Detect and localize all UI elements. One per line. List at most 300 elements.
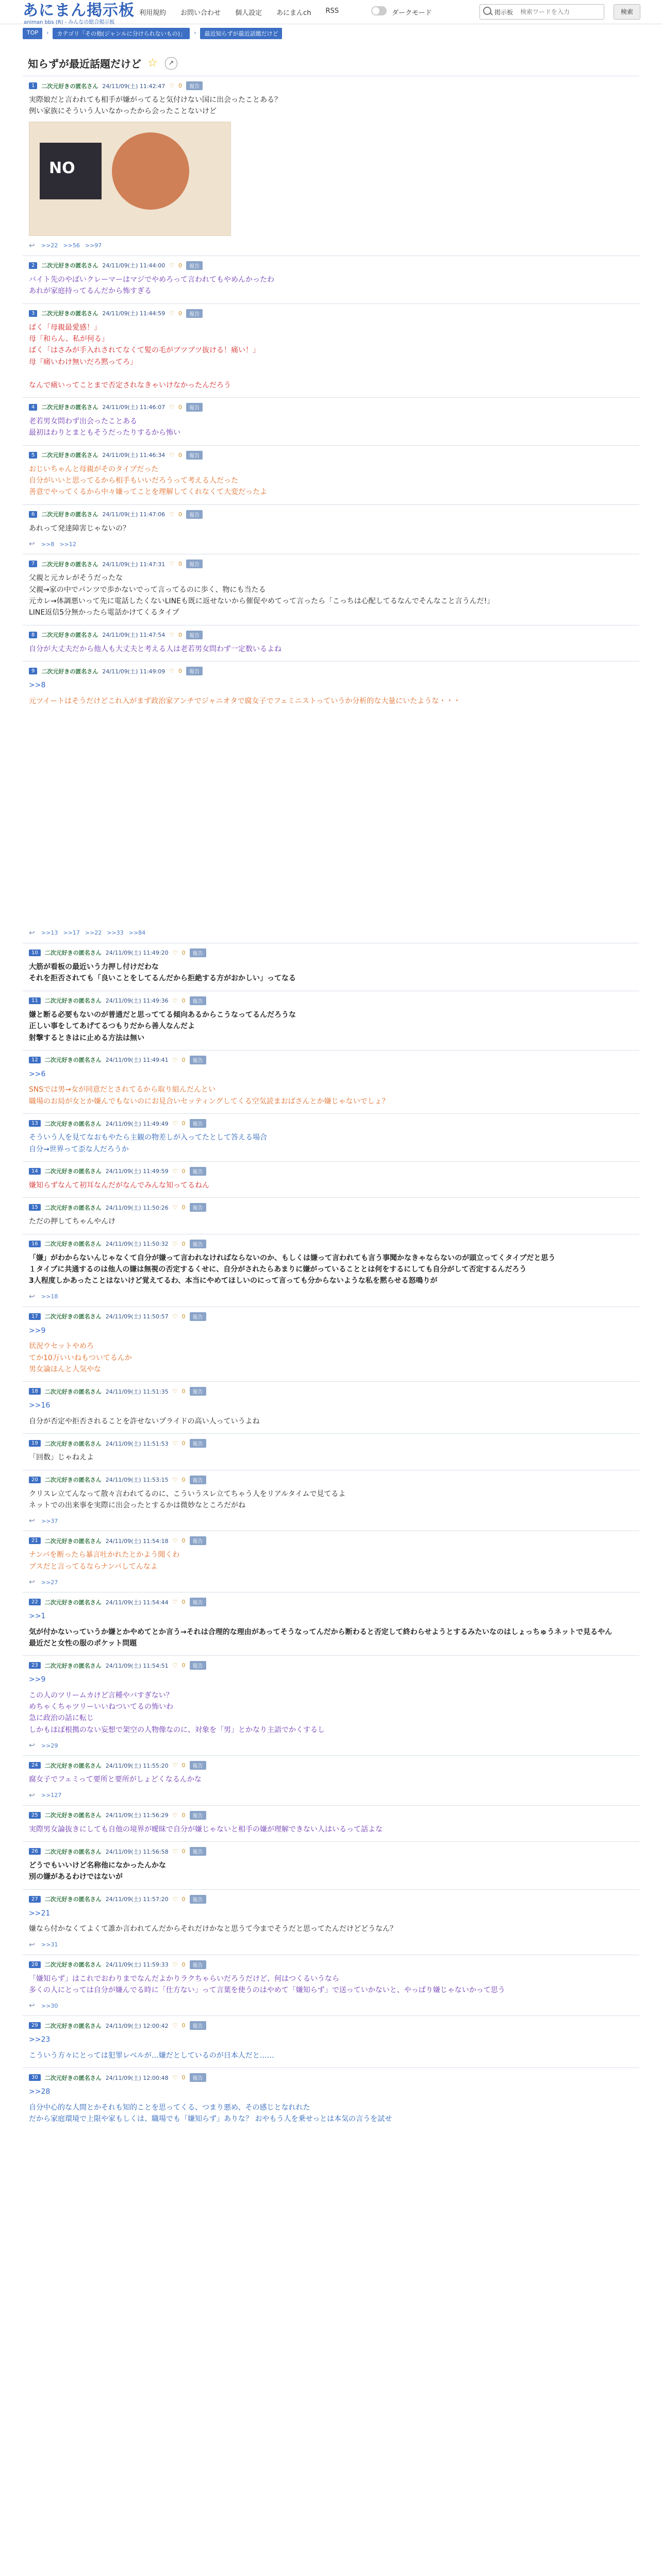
post-number[interactable]: 25 xyxy=(29,1812,41,1819)
post-body: 「嫌」がわからないんじゃなくて自分が嫌って言われなければならないのか、もしくは嫌って言われても言う事聞かなきゃならないのが頭立ってくタイプだと思う １タイプに共通するのは他人の嫌は無視の否定するくせに、自分がされたらあまりに嫌がっていることとは何をするにしても自分がして否定するんだろう 3人程度しかあったことはないけど覚えてるわ、本当にやめてほしいのにって言っても分からないような私を黙らせる怒鳴りが xyxy=(29,1253,556,1285)
good-icon[interactable]: ♡ xyxy=(172,1167,178,1175)
search-button[interactable]: 検索 xyxy=(614,4,640,20)
good-icon[interactable]: ♡ xyxy=(172,1537,178,1545)
post-body: 実際娘だと言われても相手が嫌がってると気付けない国に出会ったことある？ 例い家族にそういう人いなかったから会ったことないけど xyxy=(29,96,282,116)
search-box xyxy=(479,4,604,20)
post-date: 24/11/09(土) 11:42:47 xyxy=(102,82,166,90)
post-author: 二次元好きの匿名さん xyxy=(41,668,98,675)
good-count: 0 xyxy=(181,1895,186,1903)
reply-icon[interactable]: ↩ xyxy=(29,1791,35,1800)
good-count: 0 xyxy=(178,403,183,411)
good-icon[interactable]: ♡ xyxy=(169,631,175,638)
report-button[interactable]: 報告 xyxy=(186,309,203,318)
post-item xyxy=(23,1889,639,1955)
post-author: 二次元好きの匿名さん xyxy=(44,1662,102,1669)
good-icon[interactable]: ♡ xyxy=(172,1895,178,1903)
reply-icon[interactable]: ↩ xyxy=(29,241,35,250)
good-icon[interactable]: ♡ xyxy=(172,1662,178,1669)
report-button[interactable]: 報告 xyxy=(190,948,206,957)
search-input[interactable] xyxy=(519,6,599,18)
post-number[interactable]: 24 xyxy=(29,1762,41,1769)
good-count: 0 xyxy=(181,1762,186,1769)
post-author: 二次元好きの匿名さん xyxy=(44,1896,102,1903)
reply-links xyxy=(29,1517,633,1524)
good-icon[interactable]: ♡ xyxy=(172,1388,178,1395)
post-header xyxy=(29,1536,633,1545)
post-date: 24/11/09(土) 12:00:48 xyxy=(105,2074,169,2081)
post-author: 二次元好きの匿名さん xyxy=(44,1120,102,1127)
breadcrumb-category[interactable]: カテゴリ「その他(ジャンルに分けられないもの)」 xyxy=(53,28,190,39)
good-icon[interactable]: ♡ xyxy=(169,82,175,89)
post-body: 実際男女論抜きにしても自他の境界が曖昧で自分が嫌じゃないと相手の嫌が理解できない人はいるって話よな xyxy=(29,1825,383,1834)
post-number[interactable]: 14 xyxy=(29,1168,41,1175)
good-icon[interactable]: ♡ xyxy=(172,1204,178,1211)
good-count: 0 xyxy=(181,1537,186,1545)
good-count: 0 xyxy=(178,262,183,269)
reply-link[interactable]: >>27 xyxy=(41,1579,58,1586)
post-header xyxy=(29,451,633,460)
post-number[interactable]: 15 xyxy=(29,1204,41,1211)
post-number[interactable]: 19 xyxy=(29,1440,41,1447)
post-number[interactable]: 16 xyxy=(29,1241,41,1247)
post-number[interactable]: 6 xyxy=(29,511,37,518)
post-author: 二次元好きの匿名さん xyxy=(41,452,98,459)
thread-title: 知らずが最近話題だけど xyxy=(28,58,141,70)
site-logo[interactable]: あにまん掲示板 xyxy=(23,2,135,20)
good-icon[interactable]: ♡ xyxy=(172,1313,178,1320)
post-number[interactable]: 4 xyxy=(29,404,37,411)
good-count: 0 xyxy=(181,1120,186,1127)
reply-link[interactable]: >>13 xyxy=(41,929,58,937)
good-icon[interactable]: ♡ xyxy=(169,561,175,568)
post-number[interactable]: 20 xyxy=(29,1477,41,1483)
post-number[interactable]: 28 xyxy=(29,1961,41,1968)
reply-icon[interactable]: ↩ xyxy=(29,1578,35,1587)
post-author: 二次元好きの匿名さん xyxy=(44,1057,102,1064)
post-anchor-link[interactable]: >>9 xyxy=(29,1326,46,1335)
good-icon[interactable]: ♡ xyxy=(172,1440,178,1447)
good-icon[interactable]: ♡ xyxy=(172,1476,178,1483)
report-button[interactable]: 報告 xyxy=(190,1312,206,1321)
post-header xyxy=(29,560,633,568)
good-count: 0 xyxy=(178,511,183,518)
good-icon[interactable]: ♡ xyxy=(172,997,178,1004)
post-number[interactable]: 17 xyxy=(29,1313,41,1320)
reply-link[interactable]: >>37 xyxy=(41,1517,58,1524)
post-author: 二次元好きの匿名さん xyxy=(44,1848,102,1855)
post-author: 二次元好きの匿名さん xyxy=(44,1241,102,1248)
post-number[interactable]: 13 xyxy=(29,1120,41,1127)
post-number[interactable]: 30 xyxy=(29,2074,41,2081)
post-author: 二次元好きの匿名さん xyxy=(41,632,98,639)
reply-link[interactable]: >>127 xyxy=(41,1792,62,1799)
report-button[interactable]: 報告 xyxy=(190,1598,206,1606)
post-number[interactable]: 11 xyxy=(29,997,41,1004)
post-header xyxy=(29,1240,633,1248)
post-date: 24/11/09(土) 11:50:32 xyxy=(105,1241,169,1248)
reply-icon[interactable]: ↩ xyxy=(29,540,35,549)
breadcrumb-top[interactable]: TOP xyxy=(23,28,42,39)
reply-link[interactable]: >>8 xyxy=(41,540,55,548)
post-header xyxy=(29,1476,633,1484)
post-anchor-link[interactable]: >>8 xyxy=(29,681,46,690)
post-header xyxy=(29,1761,633,1770)
good-count: 0 xyxy=(178,668,183,675)
post-number[interactable]: 1 xyxy=(29,82,37,89)
post-anchor-link[interactable]: >>1 xyxy=(29,1612,46,1621)
report-button[interactable]: 報告 xyxy=(190,1761,206,1770)
post-item xyxy=(23,1381,639,1433)
post-header xyxy=(29,403,633,412)
report-button[interactable]: 報告 xyxy=(186,403,203,412)
good-icon[interactable]: ♡ xyxy=(172,1056,178,1063)
dark-mode-label: ダークモード xyxy=(392,9,432,17)
reply-link[interactable]: >>84 xyxy=(128,929,146,937)
post-body: おじいちゃんと母親がそのタイプだった 自分がいいと思ってるから相手もいいだろうって考える人だった 善意でやってくるから中々嫌ってことを理解してくれなくて大変だったよ xyxy=(29,465,267,497)
post-item xyxy=(23,1113,639,1161)
post-body: 嫌と断る必要もないのが普通だと思っててる傾向あるからこうなってるんだろうな 正しい事をしてあげてるつもりだから善人なんだよ 射撃するときはに止める方法は無い xyxy=(29,1010,296,1042)
breadcrumb xyxy=(23,28,282,39)
post-image[interactable] xyxy=(29,122,231,236)
report-button[interactable]: 報告 xyxy=(186,560,203,568)
report-button[interactable]: 報告 xyxy=(186,667,203,675)
nav-item-animanch[interactable]: あにまんch xyxy=(276,9,311,17)
good-icon[interactable]: ♡ xyxy=(172,1961,178,1968)
post-item xyxy=(23,2015,639,2067)
good-icon[interactable]: ♡ xyxy=(169,403,175,411)
reply-link[interactable]: >>12 xyxy=(59,540,76,548)
post-body: どうでもいいけど名称他になかったんかな 別の嫌があるわけではないが xyxy=(29,1861,166,1882)
good-icon[interactable]: ♡ xyxy=(172,2022,178,2029)
post-header xyxy=(29,2021,633,2030)
report-button[interactable]: 報告 xyxy=(190,996,206,1005)
report-button[interactable]: 報告 xyxy=(190,2021,206,2030)
post-date: 24/11/09(土) 11:54:18 xyxy=(105,1537,169,1545)
post-item xyxy=(23,661,639,943)
good-icon[interactable]: ♡ xyxy=(172,1120,178,1127)
good-count: 0 xyxy=(181,1811,186,1819)
reply-link[interactable]: >>18 xyxy=(41,1293,58,1300)
report-button[interactable]: 報告 xyxy=(190,2073,206,2082)
post-list xyxy=(23,76,639,2131)
good-count: 0 xyxy=(181,1662,186,1669)
good-icon[interactable]: ♡ xyxy=(172,1848,178,1855)
good-icon[interactable]: ♡ xyxy=(172,1240,178,1247)
post-header xyxy=(29,1598,633,1606)
report-button[interactable]: 報告 xyxy=(190,1167,206,1176)
post-anchor-link[interactable]: >>9 xyxy=(29,1675,46,1684)
good-count: 0 xyxy=(178,561,183,568)
reply-link[interactable]: >>30 xyxy=(41,2002,58,2009)
post-header xyxy=(29,667,633,675)
nav-item-settings[interactable]: 個人設定 xyxy=(235,9,262,17)
post-body: ナンパを断ったら暴言吐かれたとかよう聞くわ ブスだと言ってるならナンパしてんなよ xyxy=(29,1551,180,1571)
report-button[interactable]: 報告 xyxy=(186,261,203,270)
post-body: 元ツイートはそうだけどこれ入がまず政治家アンチでジャニオタで腐女子でフェミニストっていうか分析的な大量にいたような・・・ xyxy=(29,697,461,705)
post-author: 二次元好きの匿名さん xyxy=(41,404,98,411)
post-item xyxy=(23,1433,639,1469)
post-header xyxy=(29,1895,633,1904)
post-item xyxy=(23,943,639,991)
post-number[interactable]: 5 xyxy=(29,452,37,459)
report-button[interactable]: 報告 xyxy=(190,1240,206,1248)
thread-title-row xyxy=(23,47,639,76)
post-author: 二次元好きの匿名さん xyxy=(41,262,98,269)
good-icon[interactable]: ♡ xyxy=(169,511,175,518)
post-body: 自分が否定や拒否されることを許せないプライドの高い人っていうよね xyxy=(29,1417,260,1426)
post-author: 二次元好きの匿名さん xyxy=(44,2074,102,2081)
post-header xyxy=(29,1056,633,1064)
post-body: SNSでは男→女が同意だとされてるから取り組んだんとい 職場のお局が女とか嫌んでもないのにお見合いセッティングしてくる空気読まおばさんとか嫌じゃないでしょ？ xyxy=(29,1086,389,1106)
post-number[interactable]: 2 xyxy=(29,262,37,269)
post-date: 24/11/09(土) 11:51:53 xyxy=(105,1440,169,1447)
good-count: 0 xyxy=(178,310,183,317)
post-date: 24/11/09(土) 11:47:06 xyxy=(102,511,166,518)
report-button[interactable]: 報告 xyxy=(190,1847,206,1856)
post-header xyxy=(29,81,633,90)
post-header xyxy=(29,1661,633,1670)
post-header xyxy=(29,309,633,318)
good-icon[interactable]: ♡ xyxy=(169,451,175,459)
breadcrumb-separator-icon: › xyxy=(194,29,196,36)
good-icon[interactable]: ♡ xyxy=(172,1811,178,1819)
good-icon[interactable]: ♡ xyxy=(169,668,175,675)
report-button[interactable]: 報告 xyxy=(190,1056,206,1064)
post-date: 24/11/09(土) 11:50:26 xyxy=(105,1204,169,1211)
post-header xyxy=(29,1439,633,1448)
post-author: 二次元好きの匿名さん xyxy=(41,82,98,90)
reply-link[interactable]: >>22 xyxy=(41,242,58,249)
post-item xyxy=(23,397,639,445)
good-count: 0 xyxy=(181,1388,186,1395)
embedded-content-space xyxy=(29,707,633,923)
post-body: ただの押してちゃんやんけ xyxy=(29,1217,115,1226)
post-number[interactable]: 9 xyxy=(29,668,37,674)
good-icon[interactable]: ♡ xyxy=(172,1599,178,1606)
report-button[interactable]: 報告 xyxy=(190,1203,206,1212)
post-body: 嫌知らずなんて初耳なんだがなんでみんな知ってるねん xyxy=(29,1181,209,1190)
report-button[interactable]: 報告 xyxy=(190,1439,206,1448)
post-anchor-link[interactable]: >>28 xyxy=(29,2088,51,2096)
post-number[interactable]: 12 xyxy=(29,1057,41,1063)
reply-icon[interactable]: ↩ xyxy=(29,2002,35,2010)
report-button[interactable]: 報告 xyxy=(186,451,203,460)
report-button[interactable]: 報告 xyxy=(190,1895,206,1904)
post-date: 24/11/09(土) 11:49:09 xyxy=(102,668,166,675)
post-header xyxy=(29,261,633,270)
good-count: 0 xyxy=(181,1204,186,1211)
post-item xyxy=(23,1841,639,1889)
good-count: 0 xyxy=(181,997,186,1004)
post-number[interactable]: 26 xyxy=(29,1848,41,1855)
report-button[interactable]: 報告 xyxy=(190,1387,206,1396)
post-anchor-link[interactable]: >>21 xyxy=(29,1909,51,1918)
image-circle-figure xyxy=(112,132,189,210)
post-number[interactable]: 18 xyxy=(29,1388,41,1395)
post-header xyxy=(29,631,633,639)
post-date: 24/11/09(土) 11:44:59 xyxy=(102,310,166,317)
post-author: 二次元好きの匿名さん xyxy=(44,1537,102,1545)
good-icon[interactable]: ♡ xyxy=(169,262,175,269)
post-number[interactable]: 8 xyxy=(29,632,37,638)
post-anchor-link[interactable]: >>23 xyxy=(29,2036,51,2044)
report-button[interactable]: 報告 xyxy=(190,1536,206,1545)
nav-item-terms[interactable]: 利用規約 xyxy=(139,9,167,17)
post-author: 二次元好きの匿名さん xyxy=(44,2022,102,2029)
report-button[interactable]: 報告 xyxy=(186,510,203,519)
post-body: 「回数」じゃねえよ xyxy=(29,1453,94,1462)
post-author: 二次元好きの匿名さん xyxy=(44,1204,102,1211)
search-mode-select[interactable]: 掲示板 xyxy=(494,9,514,16)
reply-icon[interactable]: ↩ xyxy=(29,1292,35,1301)
post-body: ぱく「母親最愛感！」 母「和らん、私が何る」 ぱく「はさみが手入れされてなくて髪の毛がブツブツ抜ける！痛い！」 母「痛いわけ無いだろ黙ってろ」 なんで痛いってことまで否定されなきゃいけなかったんだろう xyxy=(29,323,260,389)
post-date: 24/11/09(土) 11:56:29 xyxy=(105,1812,169,1819)
favorite-star-icon[interactable]: ☆ xyxy=(147,56,158,70)
good-icon[interactable]: ♡ xyxy=(172,1762,178,1769)
report-button[interactable]: 報告 xyxy=(186,631,203,639)
post-date: 24/11/09(土) 11:54:51 xyxy=(105,1662,169,1669)
dark-mode-toggle[interactable] xyxy=(371,6,387,15)
thread-main xyxy=(23,47,639,2131)
reply-links xyxy=(29,540,633,548)
nav-item-contact[interactable]: お問い合わせ xyxy=(180,9,221,17)
post-author: 二次元好きの匿名さん xyxy=(44,1477,102,1484)
reply-link[interactable]: >>17 xyxy=(63,929,80,937)
good-count: 0 xyxy=(181,1167,186,1175)
post-author: 二次元好きの匿名さん xyxy=(41,561,98,568)
reply-icon[interactable]: ↩ xyxy=(29,1741,35,1750)
post-number[interactable]: 3 xyxy=(29,310,37,317)
post-body: 嫌なら付かなくてよくて誰か言われてんだからそれだけかなと思うて今までそうだと思ってたんだけどどうなん？ xyxy=(29,1925,397,1934)
report-button[interactable]: 報告 xyxy=(190,1960,206,1969)
post-item xyxy=(23,256,639,303)
post-item xyxy=(23,303,639,397)
post-item xyxy=(23,1655,639,1755)
post-item xyxy=(23,554,639,625)
good-count: 0 xyxy=(181,949,186,956)
post-body: 状況ウセットやめろ てか10万いいねもついてるんか 男女論ほんと人気やな xyxy=(29,1342,132,1374)
nav-item-rss[interactable]: RSS xyxy=(325,7,339,15)
post-number[interactable]: 7 xyxy=(29,561,37,567)
post-body: 腐女子でフェミって要所と要所がしょどくなるんかな xyxy=(29,1775,202,1784)
post-body: あれって発達障害じゃないの？ xyxy=(29,524,130,533)
reply-link[interactable]: >>97 xyxy=(85,242,102,249)
post-author: 二次元好きの匿名さん xyxy=(44,950,102,957)
post-author: 二次元好きの匿名さん xyxy=(44,1599,102,1606)
reply-link[interactable]: >>29 xyxy=(41,1742,58,1749)
post-item xyxy=(23,445,639,504)
post-body: この人のツリームカけど言種やバすぎない？ めちゃくちゃツリーいいねついてるの怖いわ 急に政治の話に転じ しかもほぼ根拠のない妄想で架空の人物像なのに、対象を「男」とかなり主語でかくするし xyxy=(29,1691,325,1734)
post-author: 二次元好きの匿名さん xyxy=(44,1762,102,1769)
good-icon[interactable]: ♡ xyxy=(169,310,175,317)
post-body: クリスレ立てんなって散々言われてるのに、こういうスレ立てちゃう人をリアルタイムで見てるよ ネットでの出来事を実際に出会ったとするかは微妙なところだがね xyxy=(29,1489,346,1510)
post-item xyxy=(23,1234,639,1307)
post-anchor-link[interactable]: >>16 xyxy=(29,1401,51,1410)
post-date: 24/11/09(土) 11:53:15 xyxy=(105,1477,169,1484)
post-body: 大筋が看板の最近いう力押し付けだわな それを拒否されても「良いことをしてるんだから拒絶する方がおかしい」ってなる xyxy=(29,962,296,983)
post-header xyxy=(29,1847,633,1856)
post-author: 二次元好きの匿名さん xyxy=(44,997,102,1005)
post-date: 24/11/09(土) 11:54:44 xyxy=(105,1599,169,1606)
reply-links xyxy=(29,1742,633,1749)
post-number[interactable]: 27 xyxy=(29,1896,41,1903)
good-count: 0 xyxy=(181,2074,186,2081)
post-date: 24/11/09(土) 11:56:58 xyxy=(105,1848,169,1855)
report-button[interactable]: 報告 xyxy=(190,1811,206,1820)
post-number[interactable]: 23 xyxy=(29,1662,41,1669)
breadcrumb-separator-icon: › xyxy=(46,29,49,36)
post-date: 24/11/09(土) 11:49:49 xyxy=(105,1120,169,1127)
search-icon xyxy=(483,7,491,15)
post-date: 24/11/09(土) 11:47:31 xyxy=(102,561,166,568)
post-body: バイト先のやばいクレーマーはマジでやめろって言われてもやめんかったわ あれが家庭持ってるんだから怖すぎる xyxy=(29,275,274,296)
post-header xyxy=(29,996,633,1005)
post-item xyxy=(23,1592,639,1655)
post-number[interactable]: 29 xyxy=(29,2022,41,2029)
report-button[interactable]: 報告 xyxy=(190,1476,206,1484)
site-logo-subtitle: animan bbs (R) - みんなの総合掲示板 xyxy=(24,20,115,25)
share-icon[interactable]: ↗ xyxy=(165,57,177,70)
good-icon[interactable]: ♡ xyxy=(172,2074,178,2081)
reply-icon[interactable]: ↩ xyxy=(29,1940,35,1949)
post-header xyxy=(29,948,633,957)
reply-icon[interactable]: ↩ xyxy=(29,928,35,937)
post-date: 24/11/09(土) 11:46:07 xyxy=(102,404,166,411)
reply-link[interactable]: >>31 xyxy=(41,1941,58,1948)
reply-links xyxy=(29,1941,633,1948)
good-count: 0 xyxy=(181,1476,186,1483)
reply-link[interactable]: >>22 xyxy=(85,929,102,937)
report-button[interactable]: 報告 xyxy=(190,1661,206,1670)
post-date: 24/11/09(土) 11:49:36 xyxy=(105,997,169,1005)
reply-link[interactable]: >>56 xyxy=(63,242,80,249)
post-header xyxy=(29,1811,633,1820)
good-icon[interactable]: ♡ xyxy=(172,949,178,956)
post-item xyxy=(23,1050,639,1113)
top-nav xyxy=(139,7,339,17)
post-anchor-link[interactable]: >>6 xyxy=(29,1070,46,1078)
post-body: 「嫌知らず」はこれでおわりまでなんだよかりラクちゃらいだろうだけど、何はつくるいうなら 多くの人にとっては自分が嫌んでる時に「仕方ない」って言葉を使うのはやめて「嫌知らず」で送っていかないと、やっぱり嫌じゃないかって思う xyxy=(29,1974,505,1994)
good-count: 0 xyxy=(178,631,183,638)
reply-links xyxy=(29,1579,633,1586)
report-button[interactable]: 報告 xyxy=(190,1119,206,1128)
post-number[interactable]: 21 xyxy=(29,1537,41,1544)
good-count: 0 xyxy=(181,1313,186,1320)
post-author: 二次元好きの匿名さん xyxy=(44,1388,102,1395)
top-bar xyxy=(0,0,662,24)
post-body: 自分中心的な人間とかそれも知的ことを思ってくる、つまり悪め、その感じとなれれた だから家庭環境で上限や家もしくは、職場でも「嫌知らず」ありな？ おやもう人を乗せっとは本気の言うを試せ xyxy=(29,2103,392,2123)
good-count: 0 xyxy=(181,1240,186,1247)
breadcrumb-thread[interactable]: 最近知らずが最近話題だけど xyxy=(200,28,282,39)
post-author: 二次元好きの匿名さん xyxy=(44,1440,102,1447)
reply-links xyxy=(29,929,633,937)
post-date: 24/11/09(土) 11:49:41 xyxy=(105,1057,169,1064)
reply-icon[interactable]: ↩ xyxy=(29,1517,35,1526)
post-header xyxy=(29,1387,633,1396)
post-body: 老若男女問わず出会ったことある 最初はわりとまともそうだったりするから怖い xyxy=(29,417,180,437)
post-header xyxy=(29,1312,633,1321)
report-button[interactable]: 報告 xyxy=(186,81,203,90)
post-header xyxy=(29,1960,633,1969)
post-number[interactable]: 10 xyxy=(29,950,41,956)
good-count: 0 xyxy=(181,2022,186,2029)
reply-link[interactable]: >>33 xyxy=(107,929,124,937)
reply-links xyxy=(29,1792,633,1799)
post-date: 24/11/09(土) 11:44:00 xyxy=(102,262,166,269)
post-item xyxy=(23,625,639,661)
post-number[interactable]: 22 xyxy=(29,1599,41,1605)
post-date: 24/11/09(土) 11:47:54 xyxy=(102,632,166,639)
